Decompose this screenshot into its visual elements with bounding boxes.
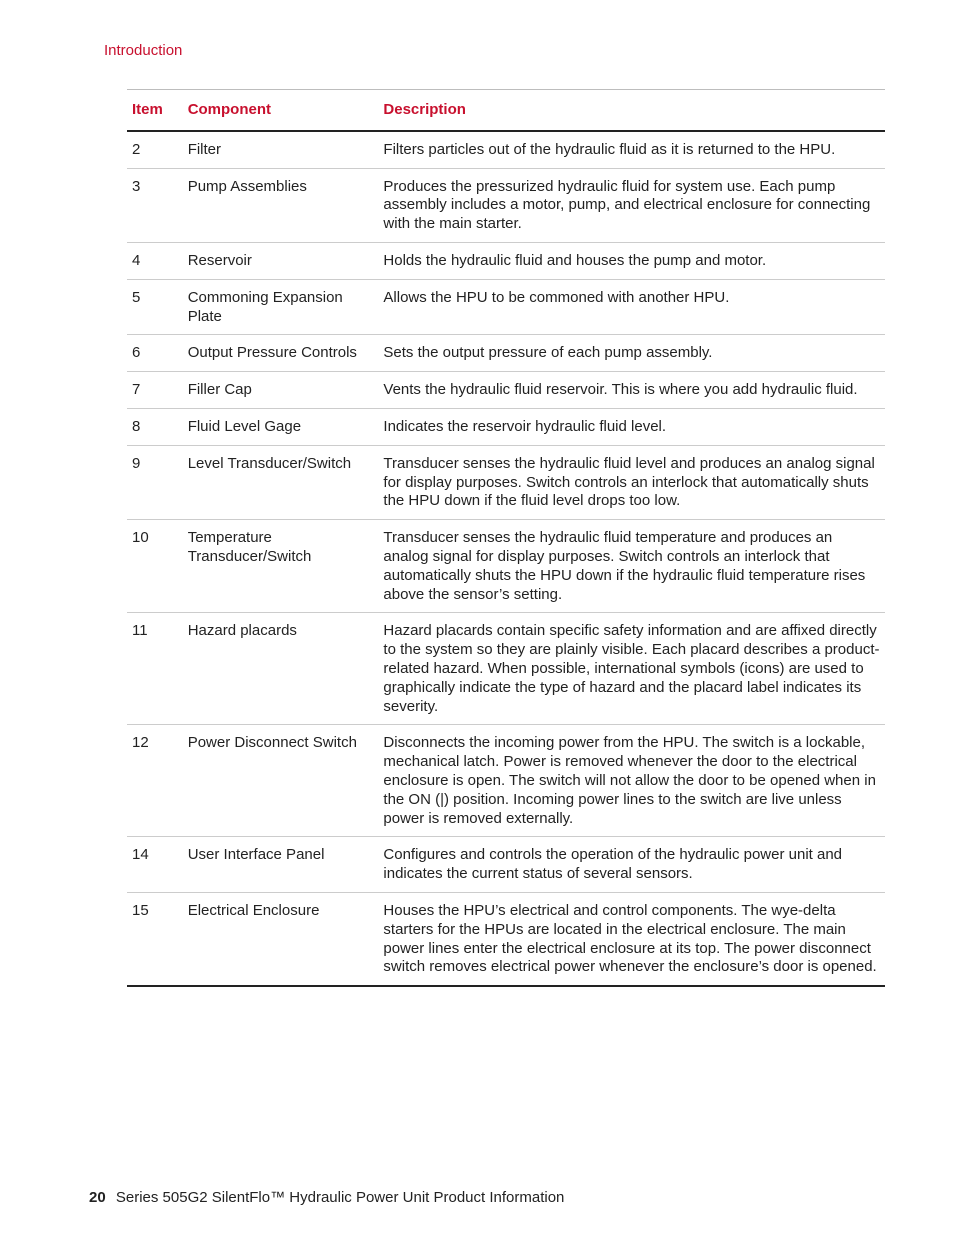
item-number: 2 — [127, 131, 183, 168]
table-row — [127, 279, 885, 335]
component-description: Configures and controls the operation of the hydraulic power unit and indicates the current status of several sensors. — [378, 837, 885, 893]
item-number: 8 — [127, 408, 183, 445]
component-name: Filler Cap — [183, 372, 379, 409]
item-number: 11 — [127, 613, 183, 725]
table-header-row — [127, 90, 885, 131]
component-name: Fluid Level Gage — [183, 408, 379, 445]
component-description: Holds the hydraulic fluid and houses the pump and motor. — [378, 242, 885, 279]
item-number: 4 — [127, 242, 183, 279]
item-number: 15 — [132, 901, 149, 919]
table-row — [127, 242, 885, 279]
item-number: 10 — [127, 520, 183, 613]
component-description: Produces the pressurized hydraulic fluid for system use. Each pump assembly includes a motor, pump, and electrical enclosure for connecting with the main starter. — [378, 168, 885, 242]
table-row — [127, 892, 885, 986]
table-row — [127, 372, 885, 409]
component-name: Pump Assemblies — [183, 168, 379, 242]
component-name: Filter — [183, 131, 379, 168]
component-description: Sets the output pressure of each pump assembly. — [378, 335, 885, 372]
table-row — [127, 725, 885, 837]
component-name: Output Pressure Controls — [183, 335, 379, 372]
component-description: Transducer senses the hydraulic fluid level and produces an analog signal for display purposes. Switch controls an interlock that automatically shuts the HPU down if the fluid level drops too low. — [378, 445, 885, 519]
table-row — [127, 837, 885, 893]
component-name: User Interface Panel — [183, 837, 379, 893]
item-number: 6 — [127, 335, 183, 372]
component-table-container — [127, 89, 885, 987]
component-table — [127, 89, 885, 987]
item-number: 9 — [127, 445, 183, 519]
component-description: Indicates the reservoir hydraulic fluid level. — [378, 408, 885, 445]
component-name: Power Disconnect Switch — [183, 725, 379, 837]
component-description: Disconnects the incoming power from the HPU. The switch is a lockable, mechanical latch. Power is removed whenever the door to the electrical enclosure is open. The switch will not allow the door to be opened when in the ON (|) position. Incoming power lines to the switch are live unless power is removed externally. — [378, 725, 885, 837]
running-header: Introduction — [104, 42, 183, 59]
table-row — [127, 131, 885, 168]
component-description: Hazard placards contain specific safety information and are affixed directly to the system so they are plainly visible. Each placard describes a product-related hazard. When possible, international symbols (icons) are used to graphically indicate the type of hazard and the placard label indicates its severity. — [378, 613, 885, 725]
component-description: Filters particles out of the hydraulic fluid as it is returned to the HPU. — [378, 131, 885, 168]
component-description: Houses the HPU’s electrical and control components. The wye-delta starters for the HPUs are located in the electrical enclosure. The main power lines enter the electrical enclosure at its top. The power disconnect switch removes electrical power whenever the enclosure’s door is opened. — [383, 901, 877, 976]
item-number: 7 — [127, 372, 183, 409]
item-number: 5 — [127, 279, 183, 335]
table-row — [127, 168, 885, 242]
table-row — [127, 408, 885, 445]
component-name: Level Transducer/Switch — [183, 445, 379, 519]
item-number: 3 — [127, 168, 183, 242]
table-row — [127, 613, 885, 725]
component-name: Temperature Transducer/Switch — [183, 520, 379, 613]
component-name: Commoning Expansion Plate — [183, 279, 379, 335]
table-row — [127, 335, 885, 372]
item-number: 12 — [127, 725, 183, 837]
component-description: Transducer senses the hydraulic fluid temperature and produces an analog signal for display purposes. Switch controls an interlock that automatically shuts the HPU down if the hydraulic fluid temperature rises above the sensor’s setting. — [378, 520, 885, 613]
document-title: Series 505G2 SilentFlo™ Hydraulic Power Unit Product Information — [115, 1189, 565, 1206]
component-name: Hazard placards — [183, 613, 379, 725]
column-header-component: Component — [183, 90, 379, 131]
page-footer — [89, 1189, 564, 1206]
component-description: Vents the hydraulic fluid reservoir. This is where you add hydraulic fluid. — [378, 372, 885, 409]
column-header-item: Item — [127, 90, 183, 131]
table-row — [127, 520, 885, 613]
page-number: 20 — [89, 1189, 106, 1206]
item-number: 14 — [127, 837, 183, 893]
table-row — [127, 445, 885, 519]
component-name: Reservoir — [183, 242, 379, 279]
column-header-description: Description — [378, 90, 885, 131]
component-name: Electrical Enclosure — [187, 901, 320, 919]
component-description: Allows the HPU to be commoned with another HPU. — [378, 279, 885, 335]
